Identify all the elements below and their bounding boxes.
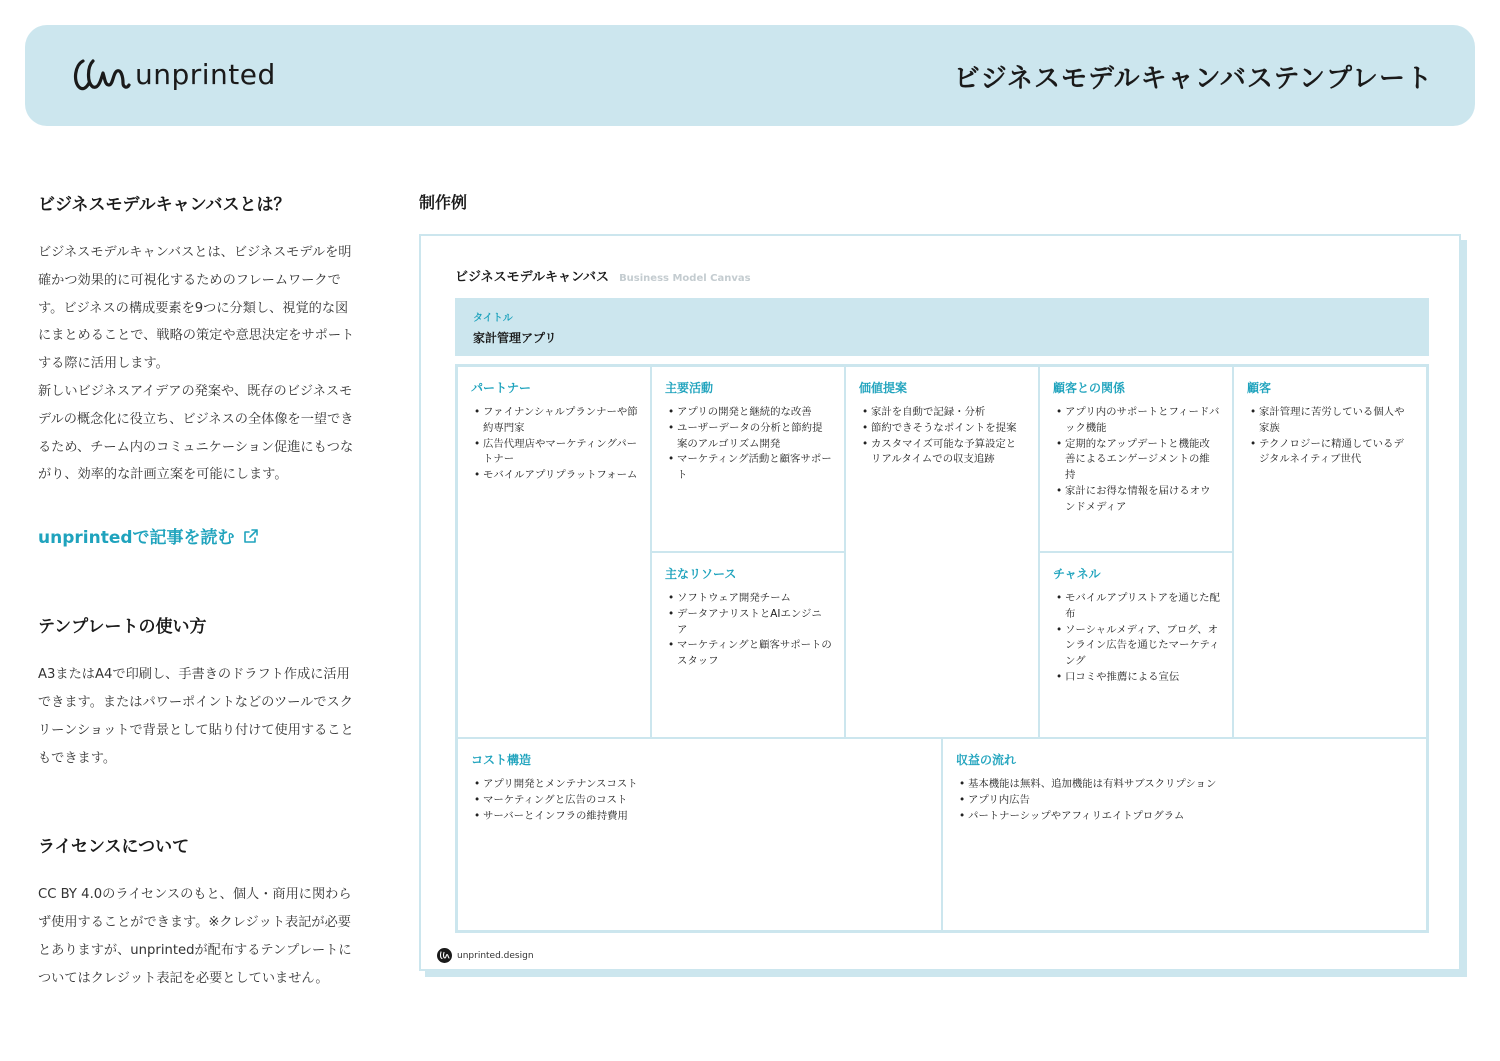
list-item: • アプリ内広告 (956, 793, 1414, 809)
list-item: • ソフトウェア開発チーム (665, 591, 832, 607)
list-item: • 基本機能は無料、追加機能は有料サブスクリプション (956, 777, 1414, 793)
item-list (1053, 405, 1220, 516)
list-item: • マーケティングと広告のコスト (471, 793, 929, 809)
cell-title: 価値提案 (859, 381, 908, 395)
list-item: • サーバーとインフラの維持費用 (471, 809, 929, 825)
brand-logo[interactable] (69, 55, 276, 93)
list-item: • 広告代理店やマーケティングパートナー (471, 437, 638, 469)
cell-partners (458, 367, 652, 739)
list-item: • ユーザーデータの分析と節約提案のアルゴリズム開発 (665, 421, 832, 453)
unprinted-logo-icon (69, 55, 131, 93)
list-item: • 口コミや推薦による宣伝 (1053, 670, 1220, 686)
cell-key-resources (652, 553, 846, 739)
item-list (471, 405, 638, 484)
list-item: • マーケティング活動と顧客サポート (665, 452, 832, 484)
cell-cost-structure (458, 739, 943, 930)
list-item: • モバイルアプリストアを通じた配布 (1053, 591, 1220, 623)
usage-body: A3またはA4で印刷し、手書きのドラフト作成に活用 できます。またはパワーポイントなどのツールでスク リーンショットで背景として貼り付けて使用すること もできます。 (38, 667, 354, 766)
item-list (665, 405, 832, 484)
info-column (38, 180, 378, 993)
list-item: • パートナーシップやアフィリエイトプログラム (956, 809, 1414, 825)
list-item: • カスタマイズ可能な予算設定とリアルタイムでの収支追跡 (859, 437, 1026, 469)
canvas-grid (455, 364, 1429, 933)
header-banner (25, 25, 1475, 126)
cell-customer-segments (1234, 367, 1426, 739)
title-bar (455, 298, 1429, 356)
list-item: • データアナリストとAIエンジニア (665, 607, 832, 639)
read-article-link[interactable] (38, 523, 378, 548)
what-body: ビジネスモデルキャンバスとは、ビジネスモデルを明 確かつ効果的に可視化するためのフレームワークで す。ビジネスの構成要素を9つに分類し、視覚的な図 にまとめることで、戦略の策定や意思決定をサポート する際に活用します。 新しいビジネスアイデアの発案や、既存のビジネスモ デルの概念化に役立ち、ビジネスの全体像を一望でき るため、チーム内のコミュニケーション促進にもつな がり、効率的な計画立案を可能にします。 (38, 245, 355, 483)
list-item: • テクノロジーに精通しているデジタルネイティブ世代 (1247, 437, 1414, 469)
list-item: • マーケティングと顧客サポートのスタッフ (665, 638, 832, 670)
list-item: • アプリ内のサポートとフィードバック機能 (1053, 405, 1220, 437)
footer-url: unprinted.design (457, 950, 534, 961)
read-article-label: unprintedで記事を読む (38, 528, 235, 549)
list-item: • 家計を自動で記録・分析 (859, 405, 1026, 421)
example-heading: 制作例 (419, 193, 468, 212)
license-body: CC BY 4.0のライセンスのもと、個人・商用に関わら ず使用することができます。※クレジット表記が必要 とありますが、unprintedが配布するテンプレートに ついてはクレジット表記を必要としていません。 (38, 887, 352, 986)
what-heading: ビジネスモデルキャンバスとは？ (38, 195, 291, 215)
cell-title: パートナー (471, 381, 532, 395)
cell-title: 収益の流れ (956, 753, 1017, 767)
cell-title: チャネル (1053, 567, 1101, 581)
cell-revenue-streams (943, 739, 1426, 930)
license-heading: ライセンスについて (38, 837, 190, 858)
item-list (665, 591, 832, 670)
list-item: • 定期的なアップデートと機能改善によるエンゲージメントの維持 (1053, 437, 1220, 484)
cell-title: 主なリソース (665, 567, 737, 581)
cell-customer-relationships (1040, 367, 1234, 553)
item-list (956, 777, 1414, 824)
list-item: • アプリ開発とメンテナンスコスト (471, 777, 929, 793)
list-item: • アプリの開発と継続的な改善 (665, 405, 832, 421)
canvas-title-en: Business Model Canvas (619, 273, 751, 284)
cell-value-propositions (846, 367, 1040, 739)
cell-title: 主要活動 (665, 381, 714, 395)
list-item: • 家計にお得な情報を届けるオウンドメディア (1053, 484, 1220, 516)
cell-title: コスト構造 (471, 753, 532, 767)
page-title: ビジネスモデルキャンバステンプレート (953, 64, 1433, 94)
cell-key-activities (652, 367, 846, 553)
cell-title: 顧客との関係 (1053, 381, 1126, 395)
canvas-sheet (419, 234, 1461, 971)
list-item: • 家計管理に苦労している個人や家族 (1247, 405, 1414, 437)
unprinted-badge-icon (437, 948, 452, 963)
footer-brand (437, 948, 534, 963)
item-list (1053, 591, 1220, 686)
canvas-title-jp: ビジネスモデルキャンバス (455, 270, 610, 285)
item-list (859, 405, 1026, 468)
external-link-icon (243, 528, 259, 544)
brand-name: unprinted (135, 57, 276, 91)
list-item: • ファイナンシャルプランナーや節約専門家 (471, 405, 638, 437)
item-list (1247, 405, 1414, 468)
cell-channels (1040, 553, 1234, 739)
item-list (471, 777, 929, 824)
list-item: • ソーシャルメディア、ブログ、オンライン広告を通じたマーケティング (1053, 623, 1220, 670)
cell-title: 顧客 (1247, 381, 1272, 395)
list-item: • 節約できそうなポイントを提案 (859, 421, 1026, 437)
canvas-title (455, 266, 751, 285)
title-value: 家計管理アプリ (473, 331, 557, 345)
title-label: タイトル (473, 313, 513, 324)
list-item: • モバイルアプリプラットフォーム (471, 468, 638, 484)
usage-heading: テンプレートの使い方 (38, 617, 207, 638)
